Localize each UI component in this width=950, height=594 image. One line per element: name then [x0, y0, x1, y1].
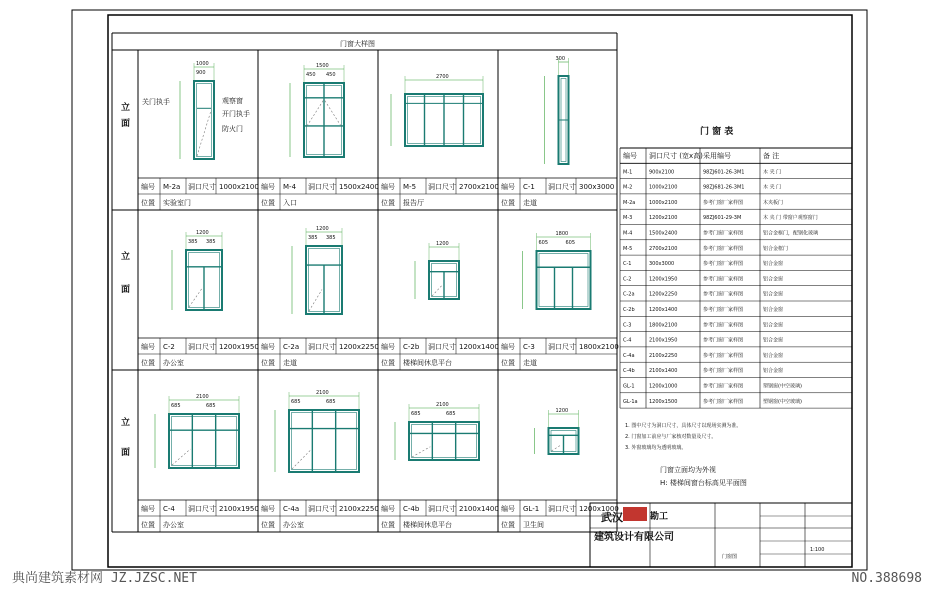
detail-cell-C-2b	[381, 241, 499, 370]
size-header-C-4b: 洞口尺寸	[428, 505, 456, 513]
detail-cell-M-2a	[141, 61, 259, 210]
dim-label-M-5: 2700	[436, 74, 449, 80]
detail-cell-M-5	[381, 74, 499, 210]
side-label-3: 立	[121, 252, 131, 262]
code-value-C-2b: C-2b	[403, 343, 420, 351]
dim-sub-C-4b-b: 685	[446, 411, 456, 417]
size-header-M-5: 洞口尺寸	[428, 183, 456, 191]
schedule-cell: 2700x2100	[649, 245, 678, 252]
code-header-C-1: 编号	[501, 183, 515, 191]
detail-cell-C-4a	[261, 390, 379, 532]
schedule-cell: 铝合金窗	[763, 322, 784, 329]
code-value-C-3: C-3	[523, 343, 535, 351]
schedule-cell: M-2a	[623, 199, 636, 206]
size-value-C-2a: 1200x2250	[339, 343, 379, 351]
location-header-C-2: 位置	[141, 359, 155, 367]
company-logo	[623, 507, 647, 521]
frame-C-3	[537, 251, 591, 309]
frame-M-2a	[194, 81, 214, 159]
code-value-C-2: C-2	[163, 343, 175, 351]
schedule-cell: 参考门窗厂家样图	[703, 245, 744, 252]
schedule-cell: M-3	[623, 215, 633, 222]
location-value-M-2a: 实验室门	[163, 199, 191, 207]
size-value-C-2b: 1200x1400	[459, 343, 499, 351]
size-value-C-4: 2100x1950	[219, 505, 259, 513]
schedule-cell: 1200x2250	[649, 291, 678, 298]
dim-sub-C-4a-b: 685	[326, 399, 336, 405]
schedule-cell: C-2	[623, 276, 632, 283]
size-value-C-4a: 2100x2250	[339, 505, 379, 513]
schedule-note-a: 门窗立面均为外视	[660, 466, 716, 474]
schedule-cell: 98ZJ601-29-3M	[703, 215, 742, 222]
dim-label-M-4: 1500	[316, 63, 329, 69]
schedule-cell: C-2a	[623, 291, 635, 298]
location-header-C-4: 位置	[141, 521, 155, 529]
frame-C-4a	[289, 410, 359, 472]
detail-cell-M-4	[261, 63, 379, 210]
location-value-C-2a: 走道	[283, 359, 297, 367]
company-suffix: 勘工	[650, 512, 669, 522]
location-value-C-4a: 办公室	[283, 521, 304, 529]
schedule-cell: 300x3000	[649, 261, 675, 268]
detail-cell-C-2	[141, 230, 259, 370]
schedule-header-2: 采用编号	[703, 152, 731, 160]
watermark-right: NO.388698	[851, 571, 922, 586]
location-value-C-4b: 楼梯间休息平台	[403, 521, 452, 529]
detail-cell-C-4	[141, 394, 259, 532]
frame-C-4b	[409, 422, 479, 460]
size-value-M-2a: 1000x2100	[219, 183, 259, 191]
schedule-cell: 参考门窗厂家样图	[703, 368, 744, 375]
code-value-C-4a: C-4a	[283, 505, 300, 513]
drawing-name: 门窗图	[722, 554, 738, 560]
schedule-cell: GL-1a	[623, 398, 638, 405]
schedule-cell: 1200x1500	[649, 398, 678, 405]
size-value-C-4b: 2100x1400	[459, 505, 499, 513]
dim-sub-C-3-b: 605	[565, 240, 576, 246]
schedule-cell: C-4	[623, 337, 632, 344]
schedule-header-1: 洞口尺寸 (宽x高)	[649, 152, 703, 160]
size-header-C-4: 洞口尺寸	[188, 505, 216, 513]
schedule-cell: 1200x1400	[649, 307, 678, 313]
code-header-C-2: 编号	[141, 343, 155, 351]
schedule-cell: 2100x1950	[649, 337, 678, 344]
schedule-cell: 塑钢窗(中空玻璃)	[763, 398, 802, 405]
code-value-M-2a: M-2a	[163, 183, 181, 191]
code-header-M-2a: 编号	[141, 183, 155, 191]
frame-C-4	[169, 414, 239, 468]
schedule-cell: 参考门窗厂家样图	[703, 276, 744, 283]
detail-cell-C-1	[501, 56, 614, 210]
size-header-C-2a: 洞口尺寸	[308, 343, 336, 351]
code-value-C-4: C-4	[163, 505, 175, 513]
dim-label-C-4b: 2100	[436, 402, 449, 408]
observe-window-label: 观察窗	[222, 97, 243, 105]
close-handle-label: 关门执手	[142, 98, 170, 106]
location-header-C-2a: 位置	[261, 359, 275, 367]
schedule-cell: 1200x2100	[649, 215, 678, 222]
dim-sub-M-4-a: 450	[306, 72, 316, 78]
schedule-cell: 1200x1950	[649, 276, 678, 283]
schedule-cell: 1000x2100	[649, 184, 678, 191]
dim-sub-C-2-a: 385	[188, 239, 198, 245]
sheet-title: 门窗大样图	[340, 40, 375, 48]
schedule-cell: 铝合金窗	[763, 307, 784, 313]
code-header-M-4: 编号	[261, 183, 275, 191]
schedule-cell: 2100x2250	[649, 352, 678, 359]
location-value-C-4: 办公室	[163, 521, 184, 529]
size-value-C-2: 1200x1950	[219, 343, 259, 351]
schedule-cell: 木 夹 门	[763, 169, 782, 176]
schedule-cell: 铝合金窗	[763, 276, 784, 283]
schedule-cell: 铝合金窗	[763, 368, 784, 375]
dim-sub-C-4a-a: 685	[291, 399, 301, 405]
schedule-cell: 1000x2100	[649, 199, 678, 206]
schedule-cell: 铝合金窗	[763, 261, 784, 268]
schedule-cell: 参考门窗厂家样图	[703, 322, 744, 329]
schedule-cell: C-2b	[623, 307, 635, 313]
title-block	[590, 503, 852, 567]
dim-sub-M-4-b: 450	[326, 72, 336, 78]
dim-label-C-1: 300	[555, 56, 566, 62]
location-value-M-5: 报告厅	[403, 199, 424, 207]
code-value-C-2a: C-2a	[283, 343, 300, 351]
dim-label-C-2b: 1200	[436, 241, 449, 247]
dim-label-GL-1: 1200	[555, 408, 569, 414]
fire-door-label: 防火门	[222, 125, 243, 133]
location-value-C-2: 办公室	[163, 359, 184, 367]
dim-label-C-3: 1800	[555, 231, 569, 237]
code-header-GL-1: 编号	[501, 505, 515, 513]
schedule-cell: C-3	[623, 322, 632, 329]
schedule-cell: C-4b	[623, 368, 635, 375]
schedule-note-b: H: 楼梯间窗台标高见平面图	[660, 479, 747, 487]
size-header-M-2a: 洞口尺寸	[188, 183, 216, 191]
code-value-M-5: M-5	[403, 183, 417, 191]
schedule-cell: 铝合金窗	[763, 352, 784, 359]
size-header-C-2: 洞口尺寸	[188, 343, 216, 351]
code-header-C-3: 编号	[501, 343, 515, 351]
schedule-header-0: 编号	[623, 152, 637, 160]
detail-grid	[112, 33, 619, 532]
dim-sub-C-2a-a: 385	[308, 235, 318, 241]
schedule-cell: 1800x2100	[649, 322, 678, 329]
location-value-GL-1: 卫生间	[523, 521, 544, 529]
dim-label-C-4: 2100	[196, 394, 209, 400]
schedule-cell: 参考门窗厂家样图	[703, 291, 744, 298]
side-label-5: 立	[121, 418, 131, 428]
size-value-GL-1: 1200x1000	[579, 505, 619, 513]
schedule-cell: C-4a	[623, 352, 635, 359]
dim-sub-C-4-a: 685	[171, 403, 181, 409]
code-header-C-2a: 编号	[261, 343, 275, 351]
schedule-cell: M-5	[623, 245, 633, 252]
dim-label-C-2a: 1200	[316, 226, 329, 232]
code-value-M-4: M-4	[283, 183, 297, 191]
schedule-cell: 参考门窗厂家样图	[703, 398, 744, 405]
size-value-C-3: 1800x2100	[579, 343, 619, 351]
dim-sub-C-2a-b: 385	[326, 235, 336, 241]
dim-sub-C-3-a: 605	[538, 240, 549, 246]
schedule-cell: 900x2100	[649, 169, 675, 176]
schedule-cell: 铝合金窗	[763, 337, 784, 344]
schedule-cell: 木 夹 门 带窗户观察窗门	[763, 215, 818, 222]
door-window-schedule	[620, 125, 852, 408]
schedule-cell: 参考门窗厂家样图	[703, 337, 744, 344]
code-header-C-4b: 编号	[381, 505, 395, 513]
location-header-M-4: 位置	[261, 199, 275, 207]
detail-cell-C-2a	[261, 226, 379, 370]
drawing-scale: 1:100	[810, 547, 825, 553]
code-header-C-2b: 编号	[381, 343, 395, 351]
side-label-1: 立	[121, 103, 131, 113]
schedule-cell: C-1	[623, 261, 632, 268]
dim-sub-C-4-b: 685	[206, 403, 216, 409]
schedule-cell: 参考门窗厂家样图	[703, 383, 744, 390]
schedule-cell: 1500x2400	[649, 230, 678, 237]
schedule-cell: 参考门窗厂家样图	[703, 199, 744, 206]
location-header-C-3: 位置	[501, 359, 515, 367]
schedule-cell: 铝合金窗	[763, 291, 784, 298]
location-header-C-4a: 位置	[261, 521, 275, 529]
open-handle-label: 开门执手	[222, 110, 250, 118]
schedule-cell: 98ZJ601-26-3M1	[703, 169, 745, 176]
company-name-line2: 建筑设计有限公司	[594, 532, 674, 543]
dim-sub-C-2-b: 385	[206, 239, 216, 245]
schedule-cell: 参考门窗厂家样图	[703, 352, 744, 359]
schedule-cell: 参考门窗厂家样图	[703, 230, 744, 237]
schedule-cell: 铝合金框门，配钢化玻璃	[763, 230, 819, 237]
schedule-cell: 塑钢窗(中空玻璃)	[763, 383, 802, 390]
code-header-C-4a: 编号	[261, 505, 275, 513]
watermark-left: 典尚建筑素材网 JZ.JZSC.NET	[12, 571, 197, 586]
location-header-C-2b: 位置	[381, 359, 395, 367]
size-value-C-1: 300x3000	[579, 183, 615, 191]
code-value-C-1: C-1	[523, 183, 535, 191]
location-value-C-3: 走道	[523, 359, 537, 367]
size-value-M-5: 2700x2100	[459, 183, 499, 191]
company-name-line1: 武汉	[601, 511, 623, 524]
dim-label-C-4a: 2100	[316, 390, 329, 396]
location-header-C-4b: 位置	[381, 521, 395, 529]
dim-label-C-2: 1200	[196, 230, 209, 236]
schedule-cell: 木 夹 门	[763, 184, 782, 191]
schedule-cell: 参考门窗厂家样图	[703, 261, 744, 268]
location-value-M-4: 入口	[283, 199, 297, 207]
location-value-C-2b: 楼梯间休息平台	[403, 359, 452, 367]
location-header-M-5: 位置	[381, 199, 395, 207]
schedule-cell: 1200x1000	[649, 383, 678, 390]
location-value-C-1: 走道	[523, 199, 537, 207]
size-value-M-4: 1500x2400	[339, 183, 379, 191]
schedule-note-2: 2. 门窗加工前应与厂家核对数量及尺寸。	[625, 434, 717, 440]
schedule-note-3: 3. 外窗玻璃均为透明玻璃。	[625, 445, 687, 451]
schedule-title: 门 窗 表	[700, 127, 734, 137]
location-header-GL-1: 位置	[501, 521, 515, 529]
schedule-cell: M-1	[623, 169, 633, 176]
schedule-cell: M-4	[623, 230, 633, 237]
side-label-6: 面	[121, 448, 131, 458]
dim-label-M-2a: 1000	[196, 61, 209, 67]
schedule-cell: 2100x1400	[649, 368, 678, 375]
schedule-cell: M-2	[623, 184, 633, 191]
schedule-cell: 木夹板门	[763, 199, 784, 206]
location-header-M-2a: 位置	[141, 199, 155, 207]
schedule-note-1: 1. 图中尺寸为洞口尺寸，具体尺寸以现场实测为准。	[625, 423, 742, 429]
dim-sub-M-2a-a: 900	[196, 70, 206, 76]
size-header-C-2b: 洞口尺寸	[428, 343, 456, 351]
size-header-C-1: 洞口尺寸	[548, 183, 576, 191]
schedule-cell: 参考门窗厂家样图	[703, 307, 744, 313]
schedule-cell: GL-1	[623, 383, 635, 390]
side-label-4: 面	[121, 285, 131, 295]
size-header-M-4: 洞口尺寸	[308, 183, 336, 191]
code-value-GL-1: GL-1	[523, 505, 540, 513]
code-header-C-4: 编号	[141, 505, 155, 513]
location-header-C-1: 位置	[501, 199, 515, 207]
detail-cell-C-3	[501, 231, 619, 370]
code-value-C-4b: C-4b	[403, 505, 420, 513]
side-label-2: 面	[121, 119, 131, 129]
schedule-header-3: 备 注	[763, 152, 780, 160]
size-header-C-4a: 洞口尺寸	[308, 505, 336, 513]
dim-sub-C-4b-a: 685	[411, 411, 421, 417]
size-header-C-3: 洞口尺寸	[548, 343, 576, 351]
size-header-GL-1: 洞口尺寸	[548, 505, 576, 513]
schedule-cell: 铝合金框门	[763, 245, 789, 252]
detail-cell-C-4b	[381, 402, 499, 532]
code-header-M-5: 编号	[381, 183, 395, 191]
schedule-cell: 98ZJ681-26-3M1	[703, 184, 745, 191]
